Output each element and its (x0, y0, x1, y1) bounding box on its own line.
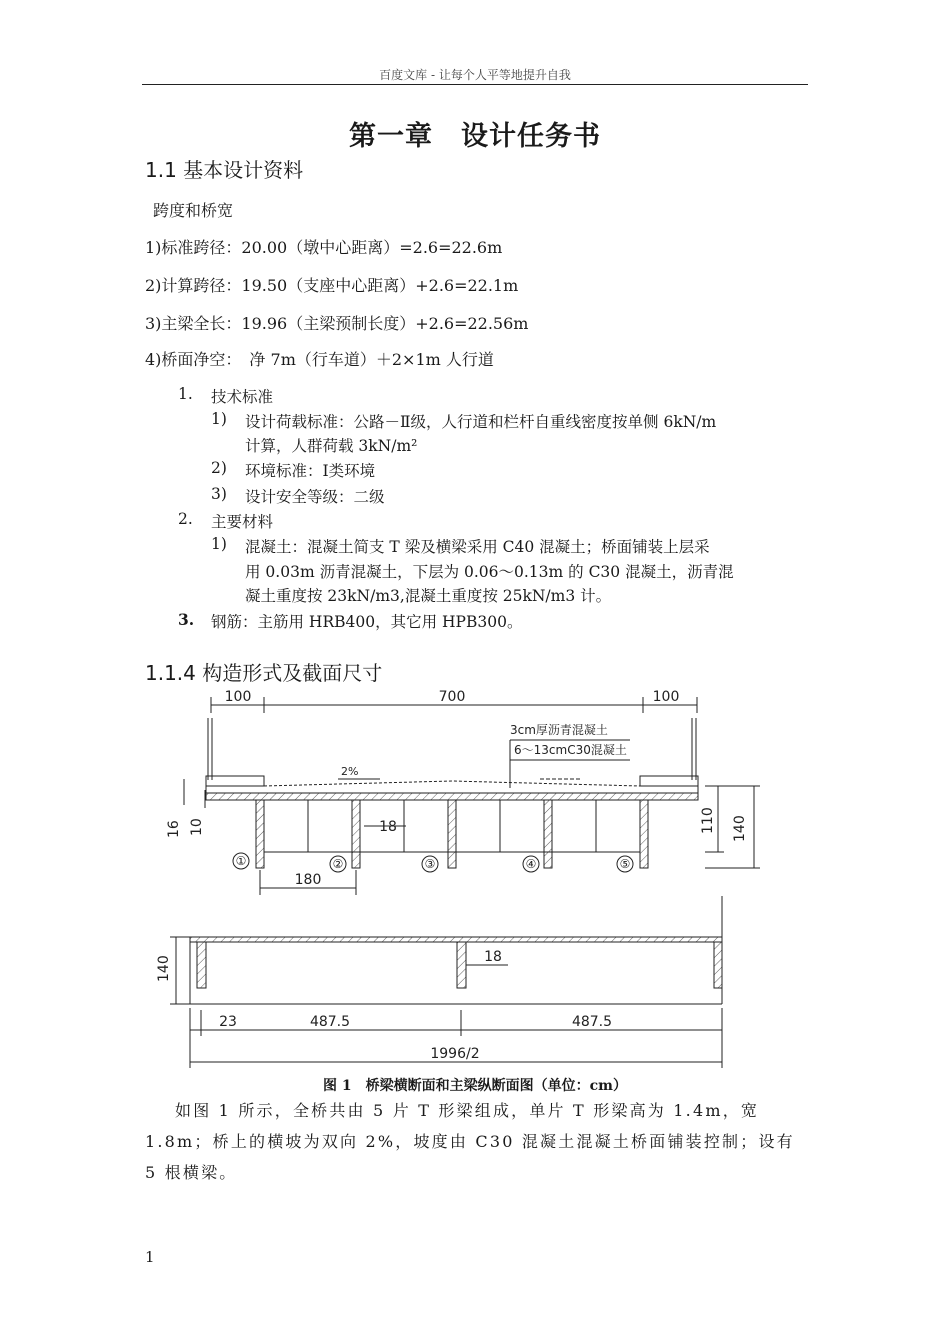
beam-number-4: ④ (525, 857, 537, 871)
dim-total: 1996/2 (430, 1046, 480, 1062)
tech-i2-num: 2) (211, 459, 227, 477)
slope-label: 2% (341, 765, 359, 778)
dim-140-left: 140 (156, 955, 172, 982)
page-header: 百度文库 - 让每个人平等地提升自我 (379, 68, 571, 82)
item-beam-length: 3)主梁全长：19.96（主梁预制长度）+2.6=22.56m (145, 314, 529, 333)
figure-caption: 图 1 桥梁横断面和主梁纵断面图（单位：cm） (323, 1078, 627, 1094)
span-width-heading: 跨度和桥宽 (153, 201, 234, 220)
page-number: 1 (145, 1248, 155, 1266)
tech-i3: 设计安全等级：二级 (245, 488, 385, 506)
beam-number-5: ⑤ (619, 857, 631, 871)
steel-text: 钢筋：主筋用 HRB400，其它用 HPB300。 (211, 613, 523, 631)
item-clearance: 4)桥面净空： 净 7m（行车道）＋2×1m 人行道 (145, 350, 494, 369)
dim-23: 23 (219, 1014, 237, 1030)
girder-1 (256, 800, 264, 868)
dim-110: 110 (700, 807, 716, 834)
header-divider (142, 84, 808, 85)
materials-title: 主要材料 (211, 513, 274, 531)
label-c30: 6～13cmC30混凝土 (514, 743, 627, 757)
pavement-layer (264, 781, 640, 786)
dim-487-right: 487.5 (571, 1014, 613, 1030)
section-heading-1-1-4: 1.1.4 构造形式及截面尺寸 (145, 661, 383, 685)
dim-top-right: 100 (652, 689, 680, 705)
chapter-title: 第一章 设计任务书 (349, 121, 601, 152)
deck-slab (206, 793, 698, 800)
steel-num: 3. (178, 610, 195, 629)
item-calc-span: 2)计算跨径：19.50（支座中心距离）+2.6=22.1m (145, 276, 519, 295)
dim-140-right: 140 (732, 815, 748, 842)
tech-num: 1. (178, 385, 193, 403)
beam-number-2: ② (332, 857, 344, 871)
sidewalk-right (640, 776, 698, 786)
dim-18-top: 18 (379, 819, 397, 835)
tech-i1-line1: 设计荷载标准：公路－Ⅱ级，人行道和栏杆自重线密度按单侧 6kN/m (245, 413, 717, 431)
materials-i1-num: 1) (211, 535, 227, 553)
dim-top-mid: 700 (438, 689, 466, 705)
girder-3 (448, 800, 456, 868)
mid-diaphragm (457, 942, 466, 988)
tech-i3-num: 3) (211, 485, 227, 503)
tech-i1-line2: 计算，人群荷载 3kN/m² (245, 437, 418, 455)
girder-4 (544, 800, 552, 868)
girder-5 (640, 800, 648, 868)
tech-title: 技术标准 (211, 388, 274, 406)
end-diaphragm (197, 942, 206, 988)
dim-top-left: 100 (224, 689, 252, 705)
materials-i1-line1: 混凝土：混凝土简支 T 梁及横梁采用 C40 混凝土；桥面铺装上层采 (245, 538, 710, 556)
materials-i1-line2: 用 0.03m 沥青混凝土，下层为 0.06～0.13m 的 C30 混凝土，沥青混 (245, 563, 734, 581)
dim-18-bottom: 18 (484, 949, 502, 965)
label-asphalt: 3cm厚沥青混凝土 (510, 723, 608, 737)
bridge-figure (0, 680, 950, 1075)
section-heading-1-1: 1.1 基本设计资料 (145, 158, 304, 182)
tech-i2: 环境标准：Ⅰ类环境 (245, 462, 376, 480)
sidewalk-left (206, 776, 264, 786)
dim-16: 16 (166, 820, 182, 838)
item-standard-span: 1)标准跨径：20.00（墩中心距离）=2.6=22.6m (145, 238, 503, 257)
beam-number-1: ① (235, 854, 247, 868)
dim-10: 10 (189, 818, 205, 836)
beam-number-3: ③ (424, 857, 436, 871)
body-paragraph: 如图 1 所示，全桥共由 5 片 T 形梁组成，单片 T 形梁高为 1.4m，宽 1.8m；桥上的横坡为双向 2%，坡度由 C30 混凝土混凝土桥面铺装控制；设有 5 根横梁。 (145, 1101, 795, 1182)
materials-num: 2. (178, 510, 193, 528)
longitudinal-flange (190, 937, 722, 942)
dim-487-left: 487.5 (309, 1014, 351, 1030)
tech-i1-num: 1) (211, 410, 227, 428)
girder-2 (352, 800, 360, 868)
dim-180: 180 (294, 872, 322, 888)
materials-i1-line3: 凝土重度按 23kN/m3,混凝土重度按 25kN/m3 计。 (245, 587, 612, 605)
